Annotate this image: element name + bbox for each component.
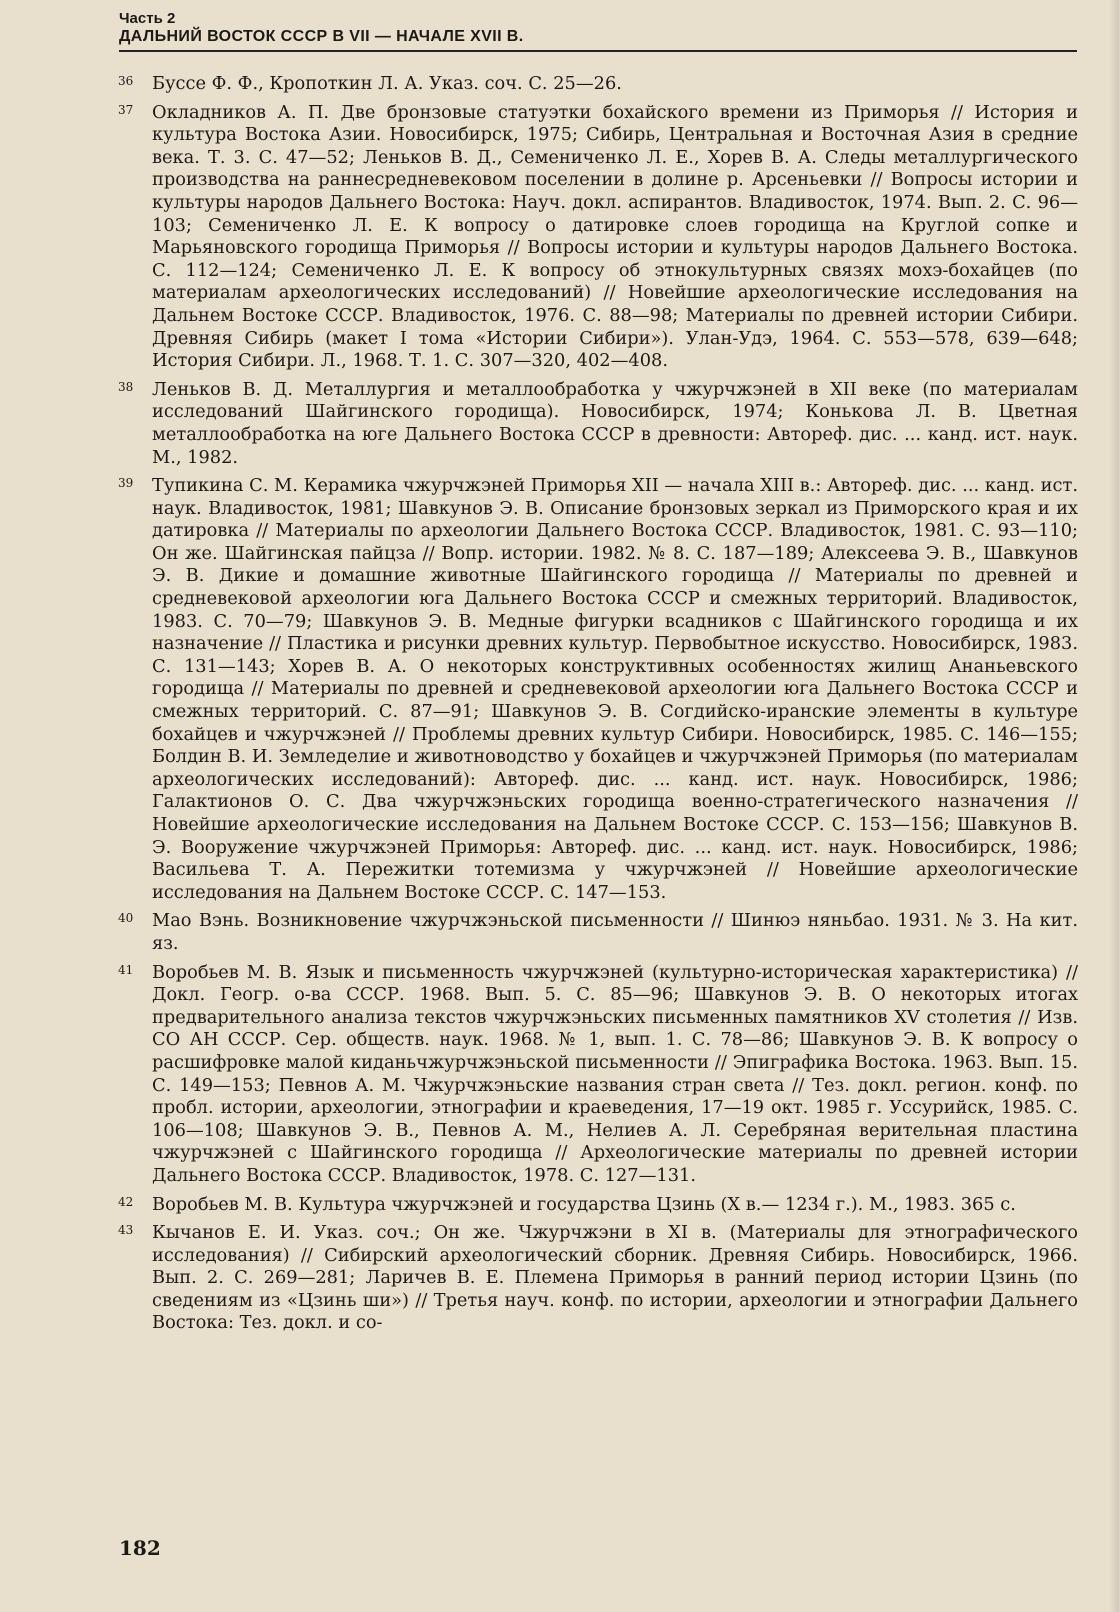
running-header (119, 10, 1077, 46)
footnote-number: 41 (118, 962, 134, 977)
footnote-text: Леньков В. Д. Металлургия и металлообработка у чжурчжэней в XII веке (по материалам исследований Шайгинского городища). Новосибирск, 1974; Конькова Л. В. Цветная металлообработка на юге Дальнего Востока СССР в древности: Автореф. дис. ... канд. ист. наук. М., 1982. (152, 378, 1078, 468)
footnote-41 (118, 962, 1078, 1188)
footnote-37 (118, 102, 1078, 373)
footnote-text: Кычанов Е. И. Указ. соч.; Он же. Чжурчжэни в XI в. (Материалы для этнографического исследования) // Сибирский археологический сборник. Древняя Сибирь. Новосибирск, 1966. Вып. 2. С. 269—281; Ларичев В. Е. Племена Приморья в ранний период истории Цзинь (по сведениям из «Цзинь ши») // Третья науч. конф. по истории, археологии и этнографии Дальнего Востока: Тез. докл. и со- (152, 1222, 1078, 1334)
footnote-text: Окладников А. П. Две бронзовые статуэтки бохайского времени из Приморья // История и культура Востока Азии. Новосибирск, 1975; Сибирь, Центральная и Восточная Азия в средние века. Т. 3. С. 47—52; Леньков В. Д., Семениченко Л. Е., Хорев В. А. Следы металлургического производства на раннесредневековом поселении в долине р. Арсеньевки // Вопросы истории и культуры народов Дальнего Востока: Науч. докл. аспирантов. Владивосток, 1974. Вып. 2. С. 96—103; Семениченко Л. Е. К вопросу о датировке слоев городища на Круглой сопке и Марьяновского городища Приморья // Вопросы истории и культуры народов Дальнего Востока. С. 112—124; Семениченко Л. Е. К вопросу об этнокультурных связях мохэ-бохайцев (по материалам археологических исследований) // Новейшие археологические исследования на Дальнем Востоке СССР. Владивосток, 1976. С. 88—98; Материалы по древней истории Сибири. Древняя Сибирь (макет I тома «Истории Сибири»). Улан-Удэ, 1964. С. 553—578, 639—648; История Сибири. Л., 1968. Т. 1. С. 307—320, 402—408. (152, 101, 1078, 372)
page-edge-shadow (1109, 0, 1119, 1612)
footnote-number: 38 (118, 379, 134, 394)
footnote-42 (118, 1194, 1078, 1217)
header-part: Часть 2 (119, 10, 176, 27)
footnote-number: 39 (118, 476, 134, 491)
footnote-number: 40 (118, 911, 134, 926)
footnote-43 (118, 1222, 1078, 1335)
footnote-number: 42 (118, 1194, 134, 1209)
footnote-number: 36 (118, 74, 134, 88)
footnote-38 (118, 379, 1078, 469)
footnote-text: Буссе Ф. Ф., Кропоткин Л. А. Указ. соч. С. 25—26. (152, 73, 622, 94)
footnote-text: Воробьев М. В. Культура чжурчжэней и государства Цзинь (X в.— 1234 г.). М., 1983. 365 с. (152, 1193, 1016, 1215)
page-number: 182 (119, 1536, 161, 1560)
header-rule (119, 50, 1077, 52)
footnote-text: Тупикина С. М. Керамика чжурчжэней Приморья XII — начала XIII в.: Автореф. дис. ... канд. ист. наук. Владивосток, 1981; Шавкунов Э. В. Описание бронзовых зеркал из Приморского края и их датировка // Материалы по археологии Дальнего Востока СССР. Владивосток, 1981. С. 93—110; Он же. Шайгинская пайцза // Вопр. истории. 1982. № 8. С. 187—189; Алексеева Э. В., Шавкунов Э. В. Дикие и домашние животные Шайгинского городища // Материалы по древней и средневековой археологии юга Дальнего Востока СССР и смежных территорий. Владивосток, 1983. С. 70—79; Шавкунов Э. В. Медные фигурки всадников с Шайгинского городища и их назначение // Пластика и рисунки древних культур. Первобытное искусство. Новосибирск, 1983. С. 131—143; Хорев В. А. О некоторых конструктивных особенностях жилищ Ананьевского городища // Материалы по древней и средневековой археологии юга Дальнего Востока СССР и смежных территорий. С. 87—91; Шавкунов Э. В. Согдийско-иранские элементы в культуре бохайцев и чжурчжэней // Проблемы древних культур Сибири. Новосибирск, 1985. С. 146—155; Болдин В. И. Земледелие и животноводство у бохайцев и чжурчжэней Приморья (по материалам археологических исследований): Автореф. дис. ... канд. ист. наук. Новосибирск, 1986; Галактионов О. С. Два чжурчжэньских городища военно-стратегического назначения // Новейшие археологические исследования на Дальнем Востоке СССР. С. 153—156; Шавкунов В. Э. Вооружение чжурчжэней Приморья: Автореф. дис. ... канд. ист. наук. Новосибирск, 1986; Васильева Т. А. Пережитки тотемизма у чжурчжэней // Новейшие археологические исследования на Дальнем Востоке СССР. С. 147—153. (152, 475, 1078, 903)
footnote-39 (118, 475, 1078, 904)
footnote-36 (118, 73, 1078, 96)
footnote-text: Мао Вэнь. Возникновение чжурчжэньской письменности // Шинюэ няньбао. 1931. № 3. На кит. яз. (152, 910, 1078, 954)
footnotes-list (118, 73, 1078, 1341)
footnote-40 (118, 910, 1078, 955)
footnote-number: 37 (118, 102, 134, 117)
footnote-number: 43 (118, 1223, 134, 1238)
header-title: ДАЛЬНИЙ ВОСТОК СССР В VII — НАЧАЛЕ XVII В. (119, 28, 524, 45)
footnote-text: Воробьев М. В. Язык и письменность чжурчжэней (культурно-историческая характеристика) // Докл. Геогр. о-ва СССР. 1968. Вып. 5. С. 85—96; Шавкунов Э. В. О некоторых итогах предварительного анализа текстов чжурчжэньских письменных памятников XV столетия // Изв. СО АН СССР. Сер. обществ. наук. 1968. № 1, вып. 1. С. 78—86; Шавкунов Э. В. К вопросу о расшифровке малой киданьчжурчжэньской письменности // Эпиграфика Востока. 1963. Вып. 15. С. 149—153; Певнов А. М. Чжурчжэньские названия стран света // Тез. докл. регион. конф. по пробл. истории, археологии, этнографии и краеведения, 17—19 окт. 1985 г. Уссурийск, 1985. С. 106—108; Шавкунов Э. В., Певнов А. М., Нелиев А. Л. Серебряная верительная пластина чжурчжэней с Шайгинского городища // Археологические материалы по древней истории Дальнего Востока СССР. Владивосток, 1978. С. 127—131. (152, 961, 1078, 1186)
